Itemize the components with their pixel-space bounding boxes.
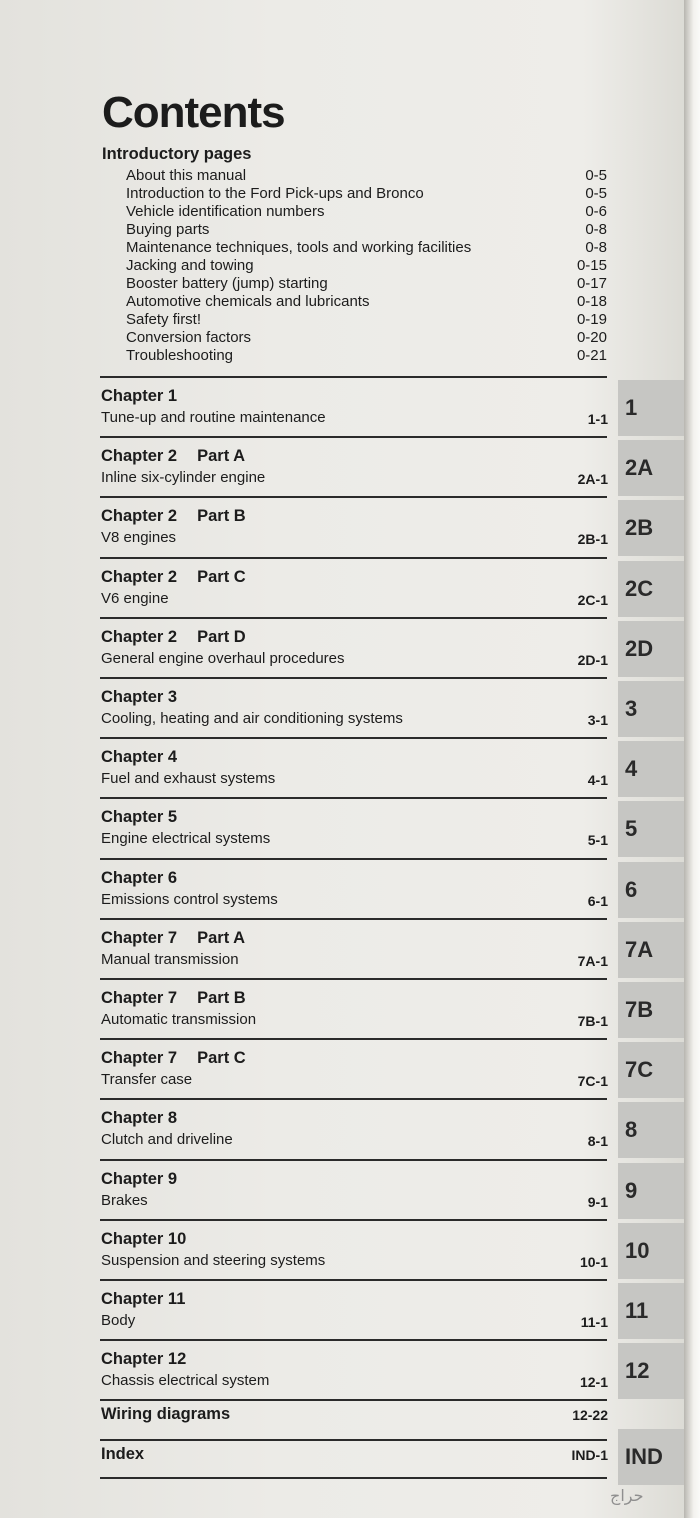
chapter-tab[interactable]: IND	[618, 1429, 684, 1485]
chapter-description: Manual transmission	[101, 951, 239, 968]
intro-item-page: 0-21	[576, 347, 607, 365]
chapter-number: Chapter 10	[101, 1230, 187, 1248]
intro-heading: Introductory pages	[102, 145, 252, 163]
index-heading: Index	[101, 1445, 145, 1463]
chapter-entry[interactable]	[101, 1221, 608, 1279]
intro-item-label: About this manual	[126, 166, 247, 184]
chapter-entry[interactable]	[101, 1161, 608, 1219]
chapter-number: Chapter 4	[101, 748, 178, 766]
chapter-heading	[101, 808, 177, 827]
intro-item-label: Maintenance techniques, tools and working facilities	[126, 238, 472, 256]
chapter-heading	[101, 1170, 177, 1189]
intro-item-label: Jacking and towing	[126, 257, 254, 275]
chapter-number: Chapter 2	[101, 568, 178, 586]
chapter-heading	[101, 628, 246, 647]
intro-item-label: Buying parts	[126, 220, 210, 238]
chapter-heading	[101, 447, 245, 466]
chapter-heading	[101, 1230, 186, 1249]
chapter-heading	[101, 1350, 186, 1369]
page-title: Contents	[102, 88, 285, 137]
intro-item-page: 0-19	[576, 311, 607, 329]
chapter-number: Chapter 5	[101, 808, 178, 826]
chapter-number: Chapter 9	[101, 1170, 178, 1188]
chapter-description: Cooling, heating and air conditioning systems	[101, 710, 403, 727]
intro-item-page: 0-18	[576, 293, 607, 311]
chapter-page: 2B-1	[577, 531, 608, 547]
chapter-entry[interactable]	[101, 739, 608, 797]
chapter-description: Body	[101, 1312, 136, 1329]
chapter-heading	[101, 1049, 246, 1068]
wiring-heading: Wiring diagrams	[101, 1405, 231, 1423]
chapter-heading	[101, 929, 245, 948]
chapter-description: Emissions control systems	[101, 891, 278, 908]
watermark: حراج	[610, 1486, 644, 1505]
chapter-part: Part B	[197, 989, 246, 1007]
chapter-part: Part D	[197, 628, 246, 646]
chapter-tab[interactable]: 4	[618, 741, 684, 797]
chapter-heading	[101, 688, 177, 707]
chapter-tab[interactable]: 2C	[618, 561, 684, 617]
chapter-tab[interactable]: 9	[618, 1163, 684, 1219]
intro-item-page: 0-20	[576, 329, 607, 347]
intro-item[interactable]	[126, 275, 607, 293]
chapter-tab[interactable]: 6	[618, 862, 684, 918]
intro-item-label: Conversion factors	[126, 329, 252, 347]
chapter-description: Inline six-cylinder engine	[101, 469, 266, 486]
chapter-entry[interactable]	[101, 980, 608, 1038]
chapter-entry[interactable]	[101, 860, 608, 918]
chapter-heading	[101, 989, 246, 1008]
chapter-part: Part A	[197, 447, 246, 465]
intro-item[interactable]	[126, 311, 607, 329]
chapter-page: 2A-1	[577, 471, 608, 487]
chapter-entry[interactable]	[101, 619, 608, 677]
chapter-heading	[101, 387, 177, 406]
intro-item-label: Booster battery (jump) starting	[126, 275, 328, 293]
chapter-description: V8 engines	[101, 529, 177, 546]
chapter-page: 4-1	[587, 772, 608, 788]
chapter-page: 5-1	[587, 832, 608, 848]
chapter-heading	[101, 869, 177, 888]
intro-item-label: Introduction to the Ford Pick-ups and Bronco	[126, 184, 424, 202]
chapter-heading	[101, 507, 246, 526]
chapter-tab[interactable]: 11	[618, 1283, 684, 1339]
chapter-number: Chapter 6	[101, 869, 178, 887]
intro-item-page: 0-8	[585, 220, 607, 238]
chapter-part: Part C	[197, 568, 246, 586]
chapter-tab[interactable]: 2A	[618, 440, 684, 496]
chapter-entry[interactable]	[101, 679, 608, 737]
intro-item[interactable]	[126, 256, 607, 274]
chapter-heading	[101, 1290, 185, 1309]
intro-item-page: 0-15	[576, 257, 607, 275]
chapter-part: Part B	[197, 507, 246, 525]
intro-item-label: Vehicle identification numbers	[126, 202, 325, 220]
chapter-description: V6 engine	[101, 590, 169, 607]
chapter-description: General engine overhaul procedures	[101, 650, 345, 667]
intro-item-page: 0-17	[576, 275, 607, 293]
chapter-page: 7B-1	[577, 1013, 608, 1029]
chapter-page: 12-1	[579, 1374, 608, 1390]
divider-rule	[100, 1477, 607, 1479]
chapter-tab[interactable]: 3	[618, 681, 684, 737]
chapter-description: Brakes	[101, 1192, 148, 1209]
intro-list	[126, 166, 607, 365]
intro-item[interactable]	[126, 347, 607, 365]
chapter-page: 1-1	[587, 411, 608, 427]
chapter-entry[interactable]	[101, 378, 608, 436]
chapter-description: Tune-up and routine maintenance	[101, 409, 326, 426]
chapter-part: Part C	[197, 1049, 246, 1067]
intro-item-page: 0-8	[585, 238, 607, 256]
chapter-tab[interactable]: 5	[618, 801, 684, 857]
chapter-entry[interactable]	[101, 559, 608, 617]
chapter-tab[interactable]: 7B	[618, 982, 684, 1038]
chapter-entry[interactable]	[101, 1040, 608, 1098]
chapter-page: 3-1	[587, 712, 608, 728]
chapter-entry[interactable]	[101, 438, 608, 496]
chapter-page: 10-1	[579, 1254, 608, 1270]
index-page: IND-1	[571, 1447, 608, 1463]
chapter-description: Suspension and steering systems	[101, 1252, 326, 1269]
intro-item[interactable]	[126, 238, 607, 256]
chapter-entry[interactable]	[101, 920, 608, 978]
intro-item-page: 0-5	[585, 166, 607, 184]
chapter-tab[interactable]: 8	[618, 1102, 684, 1158]
chapter-tab[interactable]: 2D	[618, 621, 684, 677]
chapter-number: Chapter 3	[101, 688, 178, 706]
chapter-entry[interactable]	[101, 498, 608, 556]
chapter-tab[interactable]: 7C	[618, 1042, 684, 1098]
intro-item-label: Automotive chemicals and lubricants	[126, 293, 370, 311]
chapter-number: Chapter 1	[101, 387, 178, 405]
intro-item-label: Troubleshooting	[126, 347, 234, 365]
chapter-number: Chapter 7	[101, 989, 178, 1007]
chapter-page: 7A-1	[577, 953, 608, 969]
chapter-number: Chapter 8	[101, 1109, 178, 1127]
chapter-description: Transfer case	[101, 1071, 193, 1088]
chapter-page: 6-1	[587, 893, 608, 909]
wiring-page: 12-22	[572, 1407, 608, 1423]
chapter-description: Fuel and exhaust systems	[101, 770, 276, 787]
chapter-description: Engine electrical systems	[101, 830, 271, 847]
chapter-entry[interactable]	[101, 1100, 608, 1158]
chapter-tab[interactable]: 2B	[618, 500, 684, 556]
chapter-heading	[101, 1109, 177, 1128]
chapter-tab[interactable]: 7A	[618, 922, 684, 978]
chapter-number: Chapter 12	[101, 1350, 187, 1368]
intro-item[interactable]	[126, 329, 607, 347]
chapter-description: Clutch and driveline	[101, 1131, 233, 1148]
chapter-page: 11-1	[580, 1314, 608, 1330]
intro-item[interactable]	[126, 202, 607, 220]
intro-item[interactable]	[126, 293, 607, 311]
chapter-description: Chassis electrical system	[101, 1372, 270, 1389]
page-edge	[684, 0, 700, 1518]
chapter-page: 2D-1	[577, 652, 608, 668]
intro-item[interactable]	[126, 166, 607, 184]
chapter-heading	[101, 568, 246, 587]
chapter-tab[interactable]: 10	[618, 1223, 684, 1279]
chapter-page: 7C-1	[577, 1073, 608, 1089]
chapter-page: 9-1	[587, 1194, 608, 1210]
chapter-heading	[101, 748, 177, 767]
chapter-description: Automatic transmission	[101, 1011, 257, 1028]
chapter-entry[interactable]	[101, 799, 608, 857]
chapter-part: Part A	[197, 929, 246, 947]
chapter-number: Chapter 2	[101, 507, 178, 525]
intro-item-page: 0-5	[585, 184, 607, 202]
chapter-entry[interactable]	[101, 1281, 608, 1339]
chapter-number: Chapter 7	[101, 1049, 178, 1067]
chapter-page: 2C-1	[577, 592, 608, 608]
chapter-number: Chapter 11	[101, 1290, 186, 1308]
chapter-page: 8-1	[587, 1133, 608, 1149]
chapter-number: Chapter 7	[101, 929, 178, 947]
chapter-number: Chapter 2	[101, 447, 178, 465]
intro-item-label: Safety first!	[126, 311, 202, 329]
chapter-number: Chapter 2	[101, 628, 178, 646]
chapter-tab[interactable]: 1	[618, 380, 684, 436]
chapter-tab[interactable]: 12	[618, 1343, 684, 1399]
intro-item-page: 0-6	[585, 202, 607, 220]
intro-item[interactable]	[126, 184, 607, 202]
intro-item[interactable]	[126, 220, 607, 238]
